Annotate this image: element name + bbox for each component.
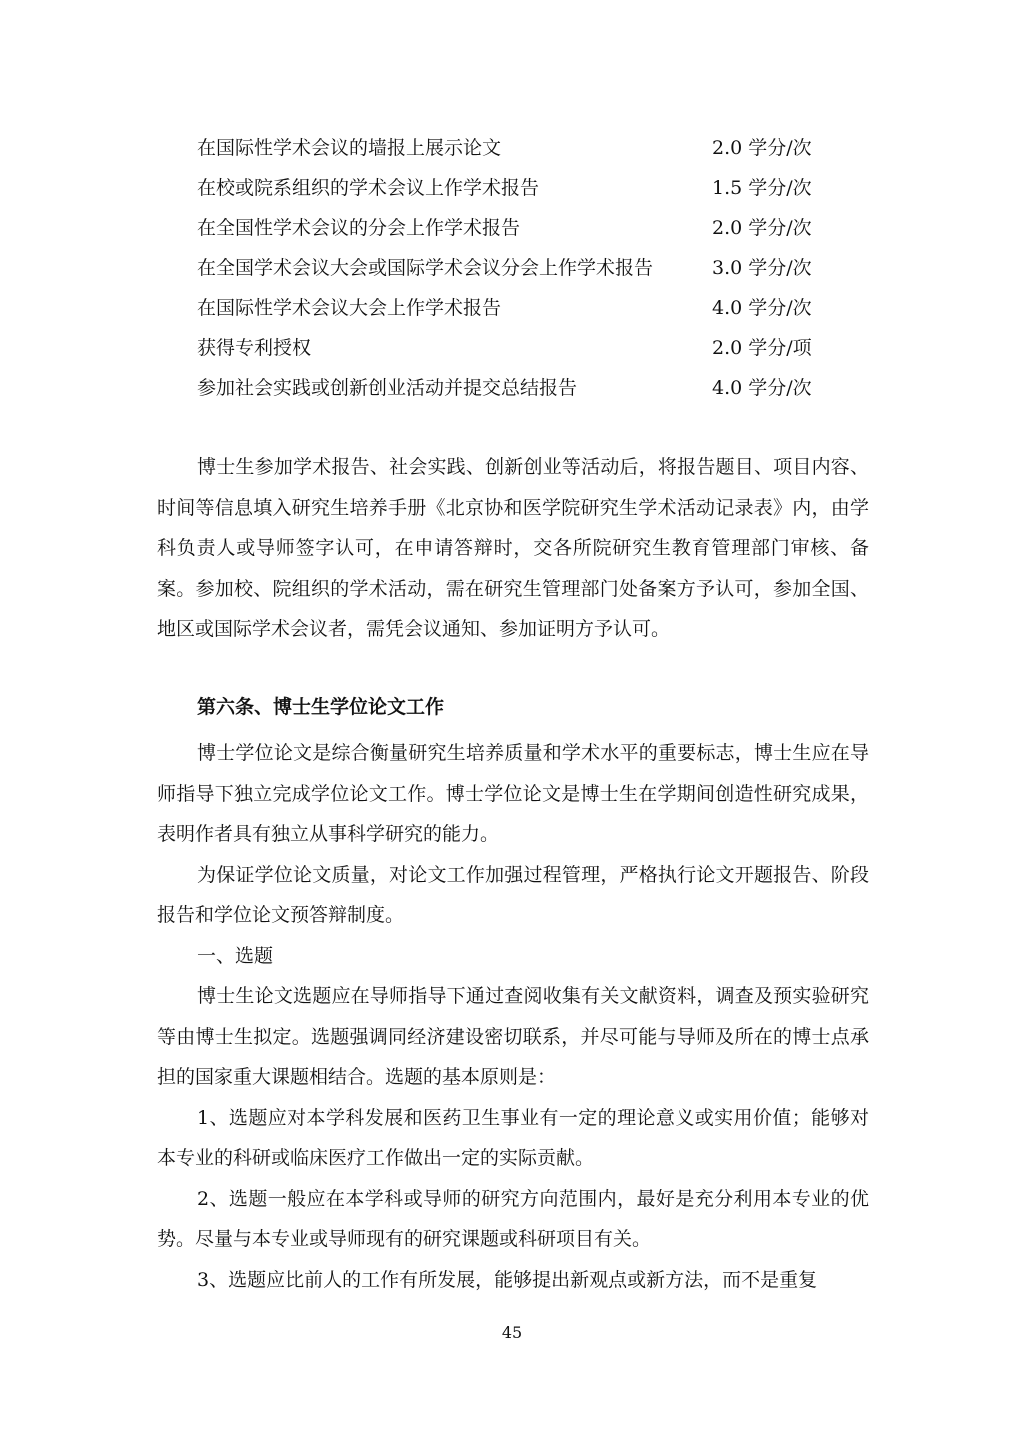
credit-value: 4.0 学分/次 (712, 377, 812, 399)
credit-activity: 在国际性学术会议大会上作学术报告 (197, 297, 502, 319)
list-item: 1、选题应对本学科发展和医药卫生事业有一定的理论意义或实用价值；能够对本专业的科研或临床医疗工作做出一定的实际贡献。 (157, 1106, 869, 1169)
body-paragraph: 博士学位论文是综合衡量研究生培养质量和学术水平的重要标志，博士生应在导师指导下独立完成学位论文工作。博士学位论文是博士生在学期间创造性研究成果，表明作者具有独立从事科学研究的能力。 (157, 742, 869, 845)
credit-activity: 获得专利授权 (197, 337, 312, 359)
page-number: 45 (501, 1323, 523, 1342)
credit-value: 2.0 学分/次 (712, 137, 812, 159)
list-item: 2、选题一般应在本学科或导师的研究方向范围内，最好是充分利用本专业的优势。尽量与本专业或导师现有的研究课题或科研项目有关。 (157, 1187, 869, 1250)
credit-value: 3.0 学分/次 (712, 257, 812, 279)
credit-row (197, 288, 837, 328)
credit-row (197, 128, 837, 168)
credit-value: 2.0 学分/项 (712, 337, 812, 359)
credit-activity: 在国际性学术会议的墙报上展示论文 (197, 137, 502, 159)
credit-table (197, 128, 837, 408)
body-paragraph: 博士生论文选题应在导师指导下通过查阅收集有关文献资料，调查及预实验研究等由博士生拟定。选题强调同经济建设密切联系，并尽可能与导师及所在的博士点承担的国家重大课题相结合。选题的基本原则是： (157, 985, 869, 1088)
credit-row (197, 208, 837, 248)
body-paragraph: 为保证学位论文质量，对论文工作加强过程管理，严格执行论文开题报告、阶段报告和学位论文预答辩制度。 (157, 863, 869, 926)
list-item: 3、选题应比前人的工作有所发展，能够提出新观点或新方法，而不是重复 (197, 1268, 818, 1291)
credit-row (197, 248, 837, 288)
credit-value: 1.5 学分/次 (712, 177, 812, 199)
credit-value: 2.0 学分/次 (712, 217, 812, 239)
credit-row (197, 368, 837, 408)
credit-row (197, 168, 837, 208)
credit-activity: 在全国性学术会议的分会上作学术报告 (197, 217, 521, 239)
subsection-heading: 一、选题 (197, 944, 274, 967)
credit-activity: 在全国学术会议大会或国际学术会议分会上作学术报告 (197, 257, 654, 279)
section-heading: 第六条、博士生学位论文工作 (197, 696, 445, 718)
credit-activity: 在校或院系组织的学术会议上作学术报告 (197, 177, 540, 199)
record-paragraph: 博士生参加学术报告、社会实践、创新创业等活动后，将报告题目、项目内容、时间等信息填入研究生培养手册《北京协和医学院研究生学术活动记录表》内，由学科负责人或导师签字认可，在申请答辩时，交各所院研究生教育管理部门审核、备案。参加校、院组织的学术活动，需在研究生管理部门处备案方予认可，参加全国、地区或国际学术会议者，需凭会议通知、参加证明方予认可。 (157, 456, 869, 640)
credit-activity: 参加社会实践或创新创业活动并提交总结报告 (197, 377, 578, 399)
section-body (157, 733, 869, 1300)
credit-row (197, 328, 837, 368)
credit-value: 4.0 学分/次 (712, 297, 812, 319)
